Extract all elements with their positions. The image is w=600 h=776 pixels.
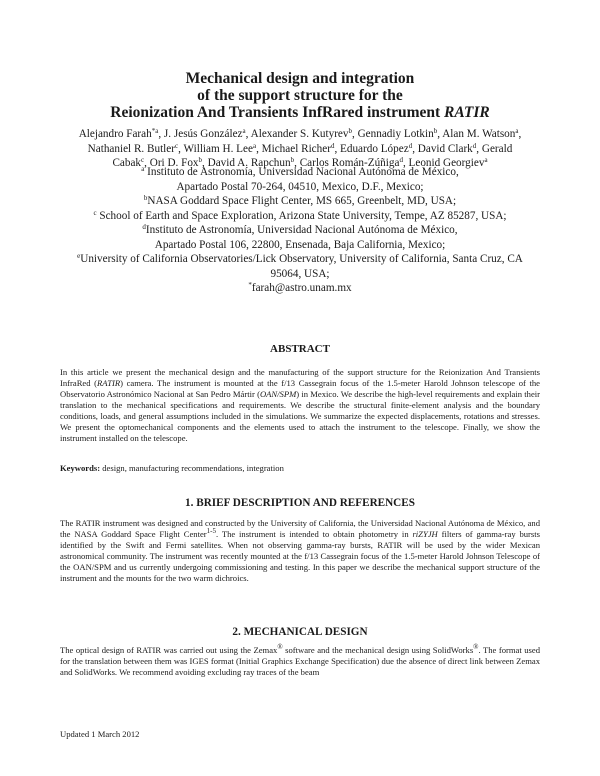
section-text-segment: The optical design of RATIR was carried out using the Zemax bbox=[60, 645, 278, 655]
author-affiliation-mark: a bbox=[252, 141, 257, 150]
affiliation-mark: d bbox=[142, 223, 146, 231]
title-line-1: Mechanical design and integration bbox=[185, 70, 415, 87]
affiliation-e bbox=[44, 252, 556, 267]
keywords bbox=[60, 463, 540, 473]
abstract-heading: ABSTRACT bbox=[270, 343, 330, 355]
affiliation-mark: e bbox=[77, 252, 81, 260]
author-name: Michael Richer bbox=[261, 142, 331, 155]
author-affiliation-mark: d bbox=[399, 156, 403, 164]
author-name: David Clark bbox=[417, 142, 473, 155]
author-affiliation-mark: b bbox=[348, 127, 352, 135]
affiliation-c bbox=[44, 209, 556, 224]
email-address[interactable]: farah@astro.unam.mx bbox=[251, 282, 352, 294]
affiliation-text: School of Earth and Space Exploration, Arizona State University, Tempe, AZ 85287, USA; bbox=[96, 209, 507, 222]
section-1-text bbox=[60, 518, 540, 584]
email-mark: * bbox=[248, 281, 252, 289]
abstract-segment: ) camera. The instrument is mounted at the f/13 Cassegrain focus of the 1.5-meter Harold Johnson telescope of the Observatorio Astronómico Nacional at San Pedro Mártir ( bbox=[60, 378, 540, 399]
author-name: Nathaniel R. Butler bbox=[87, 142, 175, 155]
author-name: Alan M. Watson bbox=[442, 128, 516, 140]
author-affiliation-mark: d bbox=[330, 141, 335, 150]
affiliation-e-address: 95064, USA; bbox=[270, 267, 330, 280]
affiliation-text: Instituto de Astronomía, Universidad Nacional Autónoma de México, bbox=[144, 166, 459, 178]
author-affiliation-mark: b bbox=[433, 127, 438, 135]
affiliation-text: University of California Observatories/Lick Observatory, University of California, Santa Cruz, CA bbox=[80, 253, 523, 265]
affiliation-text: NASA Goddard Space Flight Center, MS 665, Greenbelt, MD, USA; bbox=[147, 195, 457, 207]
author-name: Eduardo López bbox=[340, 142, 409, 155]
registered-mark: ® bbox=[473, 643, 479, 651]
author-name: Alexander S. Kutyrev bbox=[250, 128, 349, 140]
title-line-3 bbox=[40, 104, 560, 121]
section-text-segment: . The instrument is intended to obtain photometry in bbox=[216, 529, 413, 539]
citation-mark: 1-5 bbox=[206, 527, 216, 535]
author-name: Gennadiy Lotkin bbox=[357, 128, 434, 140]
author-affiliation-mark: d bbox=[472, 141, 477, 150]
abstract-italic: RATIR bbox=[97, 378, 121, 388]
author-name: David A. Rapchun bbox=[207, 157, 291, 169]
author-name: William H. Lee bbox=[183, 142, 253, 155]
author-affiliation-mark: d bbox=[408, 141, 413, 150]
author-affiliation-mark: b bbox=[198, 156, 203, 164]
author-list: Alejandro Farah$^{*a}$, J. Jesús González$^a$, Alexander S. Kutyrev$^b$, Gennadiy Lotkin$^b$, Alan M. Watson$^a$, Nathaniel R. Butler$^c$, William H. Lee$^a$, Michael Richer$^d$, Eduardo López$^d$, David Clark$^d$, Gerald Cabak$^c$, Ori D. Fox$^b$, David A. Rapchun$^b$, Carlos Román-Zúñiga$^d$, Leonid Georgiev$^a$ bbox=[78, 127, 522, 169]
author-affiliation-mark: c bbox=[141, 156, 145, 164]
filter-names: riZYJH bbox=[412, 529, 438, 539]
affiliation-text: Instituto de Astronomía, Universidad Nacional Autónoma de México, bbox=[145, 224, 458, 236]
footer-date: Updated 1 March 2012 bbox=[60, 729, 140, 739]
author-name: Carlos Román-Zúñiga bbox=[299, 157, 400, 169]
section-text-segment: . The format used for the translation between them was IGES format (Initial Graphics Exchange Specification) due the absence of direct link between Zemax and SolidWorks. We recommend avoiding excluding ray traces of the beam bbox=[60, 645, 540, 677]
abstract-italic: OAN/SPM bbox=[259, 389, 297, 399]
author-name: Alejandro Farah bbox=[78, 128, 152, 140]
author-affiliation-mark: c bbox=[174, 141, 179, 150]
paper-title bbox=[40, 70, 560, 121]
author-affiliation-mark: a bbox=[515, 127, 519, 135]
section-text-segment: software and the mechanical design using SolidWorks bbox=[282, 645, 474, 655]
author-name: Gerald bbox=[481, 142, 513, 155]
affiliation-mark: c bbox=[93, 208, 97, 217]
section-2-text bbox=[60, 645, 540, 678]
keywords-list: design, manufacturing recommendations, integration bbox=[100, 463, 284, 473]
registered-mark: ® bbox=[277, 643, 283, 651]
author-affiliation-mark: b bbox=[290, 156, 295, 164]
author-name: Leonid Georgiev bbox=[408, 157, 485, 169]
author-name: J. Jesús González bbox=[163, 128, 243, 140]
affiliation-mark: a bbox=[141, 165, 145, 173]
affiliation-list bbox=[44, 165, 556, 296]
affiliation-d bbox=[44, 223, 556, 238]
author-affiliation-mark: *a bbox=[151, 127, 159, 135]
title-line-3-main: Reionization And Transients InfRared instrument bbox=[110, 104, 445, 121]
author-name: Cabak bbox=[112, 157, 142, 169]
corresponding-email bbox=[44, 281, 556, 296]
title-instrument-name: RATIR bbox=[444, 104, 490, 121]
section-1-heading: 1. BRIEF DESCRIPTION AND REFERENCES bbox=[185, 497, 415, 509]
affiliation-b bbox=[44, 194, 556, 209]
keywords-label: Keywords: bbox=[60, 463, 101, 473]
title-line-2: of the support structure for the bbox=[197, 87, 403, 104]
abstract-segment: In this article we present the mechanical design and the manufacturing of the support structure for the Reionization And Transients InfraRed ( bbox=[60, 367, 540, 388]
affiliation-mark: b bbox=[143, 194, 148, 202]
affiliation-a-address: Apartado Postal 70-264, 04510, Mexico, D.F., Mexico; bbox=[176, 180, 424, 193]
section-2-heading: 2. MECHANICAL DESIGN bbox=[232, 626, 368, 638]
affiliation-a bbox=[44, 165, 556, 180]
author-name: Ori D. Fox bbox=[149, 157, 199, 169]
author-affiliation-mark: a bbox=[484, 156, 488, 164]
section-text-segment: The RATIR instrument was designed and constructed by the University of California, the Universidad Nacional Autónoma de México, and the NASA Goddard Space Flight Center bbox=[60, 518, 540, 539]
affiliation-d-address: Apartado Postal 106, 22800, Ensenada, Baja California, Mexico; bbox=[154, 238, 446, 251]
section-text-segment: filters of gamma-ray bursts identified by the Swift and Fermi satellites. When not observing gamma-ray bursts, RATIR will be used by the wider Mexican astronomical community. The instrument was recently mounted at the f/13 Cassegrain focus of the 1.5-meter Harold Johnson Telescope of the OAN/SPM and us currently undergoing commissioning and testing. In this paper we describe the mechanical support structure of the instrument and the mounts for the two warm dichroics. bbox=[60, 529, 540, 583]
abstract-text bbox=[60, 367, 540, 444]
abstract-segment: ) in Mexico. We describe the high-level requirements and explain their translation to the mechanical specifications and requirements. We describe the structural finite-element analysis and the boundary conditions, loads, and general assumptions included in the simulations. We summarize the expected displacements, rotations and stresses. We present the optomechanical components and the elements used to attach the instrument to the telescope. Finally, we show the instrument installed on the telescope. bbox=[60, 389, 541, 443]
author-affiliation-mark: a bbox=[242, 127, 246, 135]
